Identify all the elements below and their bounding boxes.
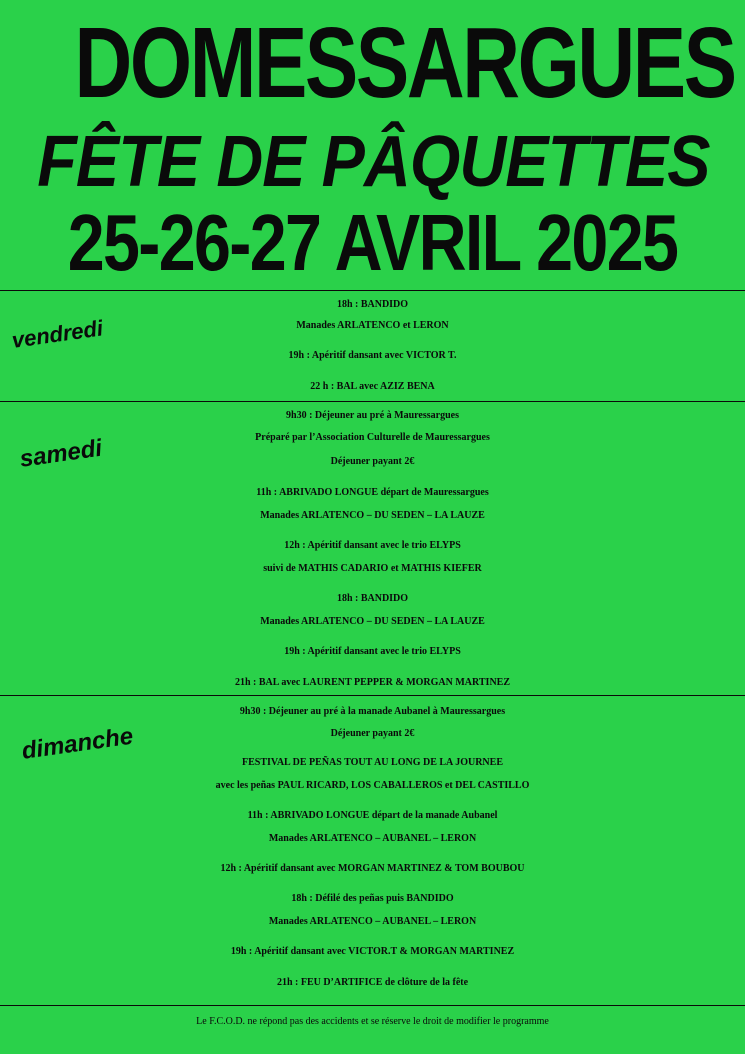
program-line: 12h : Apéritif dansant avec MORGAN MARTINEZ & TOM BOUBOU [220,863,525,874]
program-line: avec les peñas PAUL RICARD, LOS CABALLEROS et DEL CASTILLO [215,780,530,791]
poster-title: DOMESSARGUES [74,7,735,119]
day-label: samedi [18,434,104,473]
divider [0,695,745,696]
program-line: 11h : ABRIVADO LONGUE départ de Mauressargues [256,487,489,498]
divider [0,290,745,291]
program-line: 19h : Apéritif dansant avec VICTOR T. [288,350,457,361]
program-line: Déjeuner payant 2€ [330,728,415,739]
program-line: 21h : BAL avec LAURENT PEPPER & MORGAN MARTINEZ [234,677,511,688]
day-label: vendredi [10,315,105,353]
program-line: Préparé par l’Association Culturelle de Mauressargues [255,432,490,443]
program-line: 9h30 : Déjeuner au pré à la manade Aubanel à Mauressargues [239,706,506,717]
program-line: 21h : FEU D’ARTIFICE de clôture de la fête [276,977,469,988]
program-line: 19h : Apéritif dansant avec VICTOR.T & MORGAN MARTINEZ [230,946,515,957]
program-line: 11h : ABRIVADO LONGUE départ de la manade Aubanel [247,810,498,821]
program-line: 18h : BANDIDO [336,299,409,310]
poster-dates: 25-26-27 AVRIL 2025 [67,198,678,287]
program-line: Manades ARLATENCO – AUBANEL – LERON [268,833,477,844]
program-line: 12h : Apéritif dansant avec le trio ELYPS [284,540,461,551]
program-line: Manades ARLATENCO et LERON [296,320,449,331]
program-line: 19h : Apéritif dansant avec le trio ELYPS [284,646,461,657]
program-line: 18h : Défilé des peñas puis BANDIDO [291,893,454,904]
poster-subtitle: FÊTE DE PÂQUETTES [37,122,710,202]
footer-disclaimer: Le F.C.O.D. ne répond pas des accidents et se réserve le droit de modifier le programme [196,1016,549,1027]
program-line: Manades ARLATENCO – DU SEDEN – LA LAUZE [260,616,485,627]
program-line: FESTIVAL DE PEÑAS TOUT AU LONG DE LA JOURNEE [241,757,503,768]
program-line: Déjeuner payant 2€ [330,456,415,467]
day-label: dimanche [20,722,135,765]
divider [0,401,745,402]
program-line: Manades ARLATENCO – AUBANEL – LERON [268,916,477,927]
divider [0,1005,745,1006]
program-line: 9h30 : Déjeuner au pré à Mauressargues [286,410,459,421]
program-line: suivi de MATHIS CADARIO et MATHIS KIEFER [263,563,482,574]
program-line: 18h : BANDIDO [336,593,409,604]
program-line: Manades ARLATENCO – DU SEDEN – LA LAUZE [260,510,485,521]
program-line: 22 h : BAL avec AZIZ BENA [310,381,435,392]
